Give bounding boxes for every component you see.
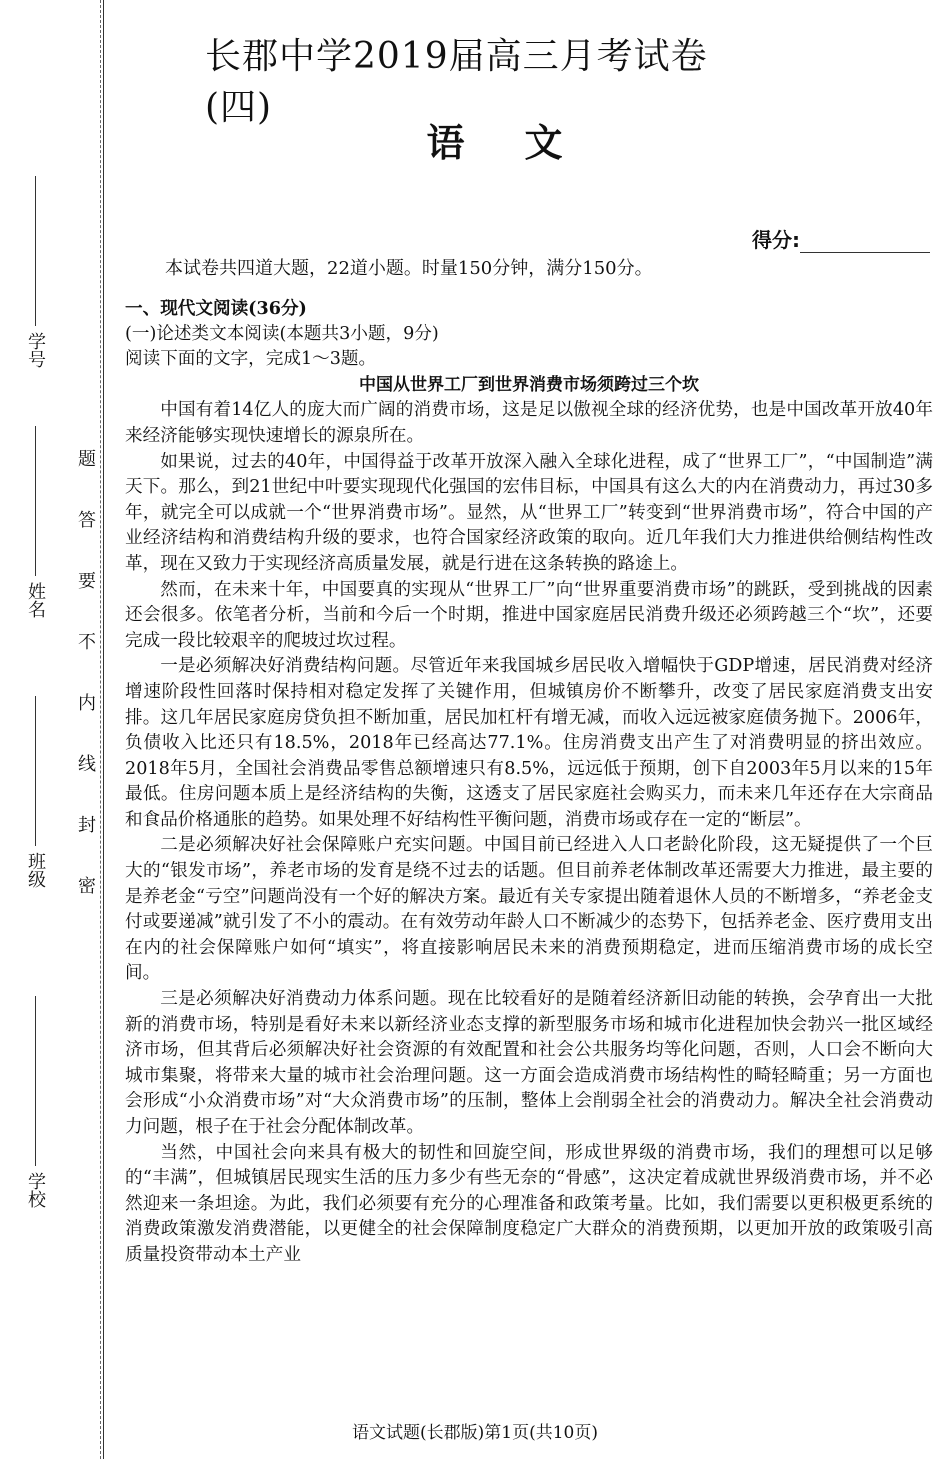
article-title: 中国从世界工厂到世界消费市场须跨过三个坎 [359,374,699,395]
subsection-heading: (一)论述类文本阅读(本题共3小题，9分) [125,323,439,344]
score-blank[interactable] [800,252,930,253]
seal-char: 题 [78,449,96,470]
score-box [752,224,930,253]
subject-title: 语文 [426,120,623,165]
name-field[interactable] [20,420,50,618]
exam-title: 长郡中学2019届高三月考试卷(四) [205,36,708,128]
score-label: 得分: [752,228,800,252]
class-label: 班级 [25,852,46,888]
school-line[interactable] [35,996,36,1166]
seal-char: 内 [78,693,96,714]
instruction: 阅读下面的文字，完成1～3题。 [125,349,377,370]
name-line[interactable] [35,426,36,576]
article-paragraph: 如果说，过去的40年，中国得益于改革开放深入融入全球化进程，成了“世界工厂”，“中国制造”满天下。那么，到21世纪中叶要实现现代化强国的宏伟目标，中国具有这么大的内在消费动力，再过30多年，就完全可以成就一个“世界消费市场”。显然，从“世界工厂”转变到“世界消费市场”，符合中国的产业经济结构和消费结构升级的要求，也符合国家经济政策的取向。近几年我们大力推进供给侧结构性改革，现在又致力于实现经济高质量发展，就是行进在这条转换的路途上。 [125,451,933,574]
seal-char: 线 [78,754,96,775]
article-paragraph: 一是必须解决好消费结构问题。尽管近年来我国城乡居民收入增幅快于GDP增速，居民消费对经济增速阶段性回落时保持相对稳定发挥了关键作用，但城镇房价不断攀升，改变了居民家庭消费支出安排。这几年居民家庭房贷负担不断加重，居民加杠杆有增无减，而收入远远被家庭债务抛下。2006年，负债收入比还只有18.5%，2018年已经高达77.1%。住房消费支出产生了对消费明显的挤出效应。2018年5月，全国社会消费品零售总额增速只有8.5%，远远低于预期，创下自2003年5月以来的15年最低。住房问题本质上是经济结构的失衡，这透支了居民家庭社会购买力，而未来几年还存在大宗商品和食品价格通胀的趋势。如果处理不好结构性平衡问题，消费市场或存在一定的“断层”。 [125,656,933,830]
exam-body [125,296,933,1269]
seal-char: 不 [78,632,96,653]
seal-char: 封 [78,815,96,836]
article-paragraph: 当然，中国社会向来具有极大的韧性和回旋空间，形成世界级的消费市场，我们的理想可以足够的“丰满”，但城镇居民现实生活的压力多少有些无奈的“骨感”，这决定着成就世界级消费市场，并不必然迎来一条坦途。为此，我们必须要有充分的心理准备和政策考量。比如，我们需要以更积极更系统的消费政策激发消费潜能，以更健全的社会保障制度稳定广大群众的消费预期，以更加开放的政策吸引高质量投资带动本土产业 [125,1142,933,1265]
page-footer: 语文试题(长郡版)第1页(共10页) [352,1423,598,1443]
school-field[interactable] [20,990,50,1208]
student-id-field[interactable] [20,170,50,368]
class-field[interactable] [20,690,50,888]
class-line[interactable] [35,696,36,846]
article-paragraph: 二是必须解决好社会保障账户充实问题。中国目前已经进入人口老龄化阶段，这无疑提供了一个巨大的“银发市场”，养老市场的发育是绕不过去的话题。但目前养老体制改革还需要大力推进，最主要的是养老金“亏空”问题尚没有一个好的解决方案。最近有关专家提出随着退休人员的不断增多，“养老金支付或要递减”就引发了不小的震动。在有效劳动年龄人口不断减少的态势下，包括养老金、医疗费用支出在内的社会保障账户如何“填实”，将直接影响居民未来的消费预期稳定，进而压缩消费市场的成长空间。 [125,835,933,984]
seal-text [72,450,102,938]
exam-intro: 本试卷共四道大题，22道小题。时量150分钟，满分150分。 [165,258,653,279]
article-paragraph: 然而，在未来十年，中国要真的实现从“世界工厂”向“世界重要消费市场”的跳跃，受到挑战的因素还会很多。依笔者分析，当前和今后一个时期，推进中国家庭居民消费升级还必须跨越三个“坎”，还要完成一段比较艰辛的爬坡过坎过程。 [125,579,933,651]
seal-char: 答 [78,510,96,531]
seal-char: 要 [78,571,96,592]
article-paragraph: 中国有着14亿人的庞大而广阔的消费市场，这是足以傲视全球的经济优势，也是中国改革开放40年来经济能够实现快速增长的源泉所在。 [125,400,933,446]
student-id-line[interactable] [35,176,36,326]
seal-char: 密 [78,876,96,897]
binding-line-outer [103,0,104,1459]
student-id-label: 学号 [25,332,46,368]
section-heading: 一、现代文阅读(36分) [125,298,307,319]
name-label: 姓名 [25,582,46,618]
school-label: 学校 [25,1172,46,1208]
article-paragraph: 三是必须解决好消费动力体系问题。现在比较看好的是随着经济新旧动能的转换，会孕育出一大批新的消费市场，特别是看好未来以新经济业态支撑的新型服务市场和城市化进程加快会勃兴一批区域经济市场，但其背后必须解决好社会资源的有效配置和社会公共服务均等化问题，否则，人口会不断向大城市集聚，将带来大量的城市社会治理问题。这一方面会造成消费市场结构性的畸轻畸重；另一方面也会形成“小众消费市场”对“大众消费市场”的压制，整体上会削弱全社会的消费动力。解决全社会消费动力问题，根子在于社会分配体制改革。 [125,989,933,1137]
binding-margin [0,0,110,1459]
